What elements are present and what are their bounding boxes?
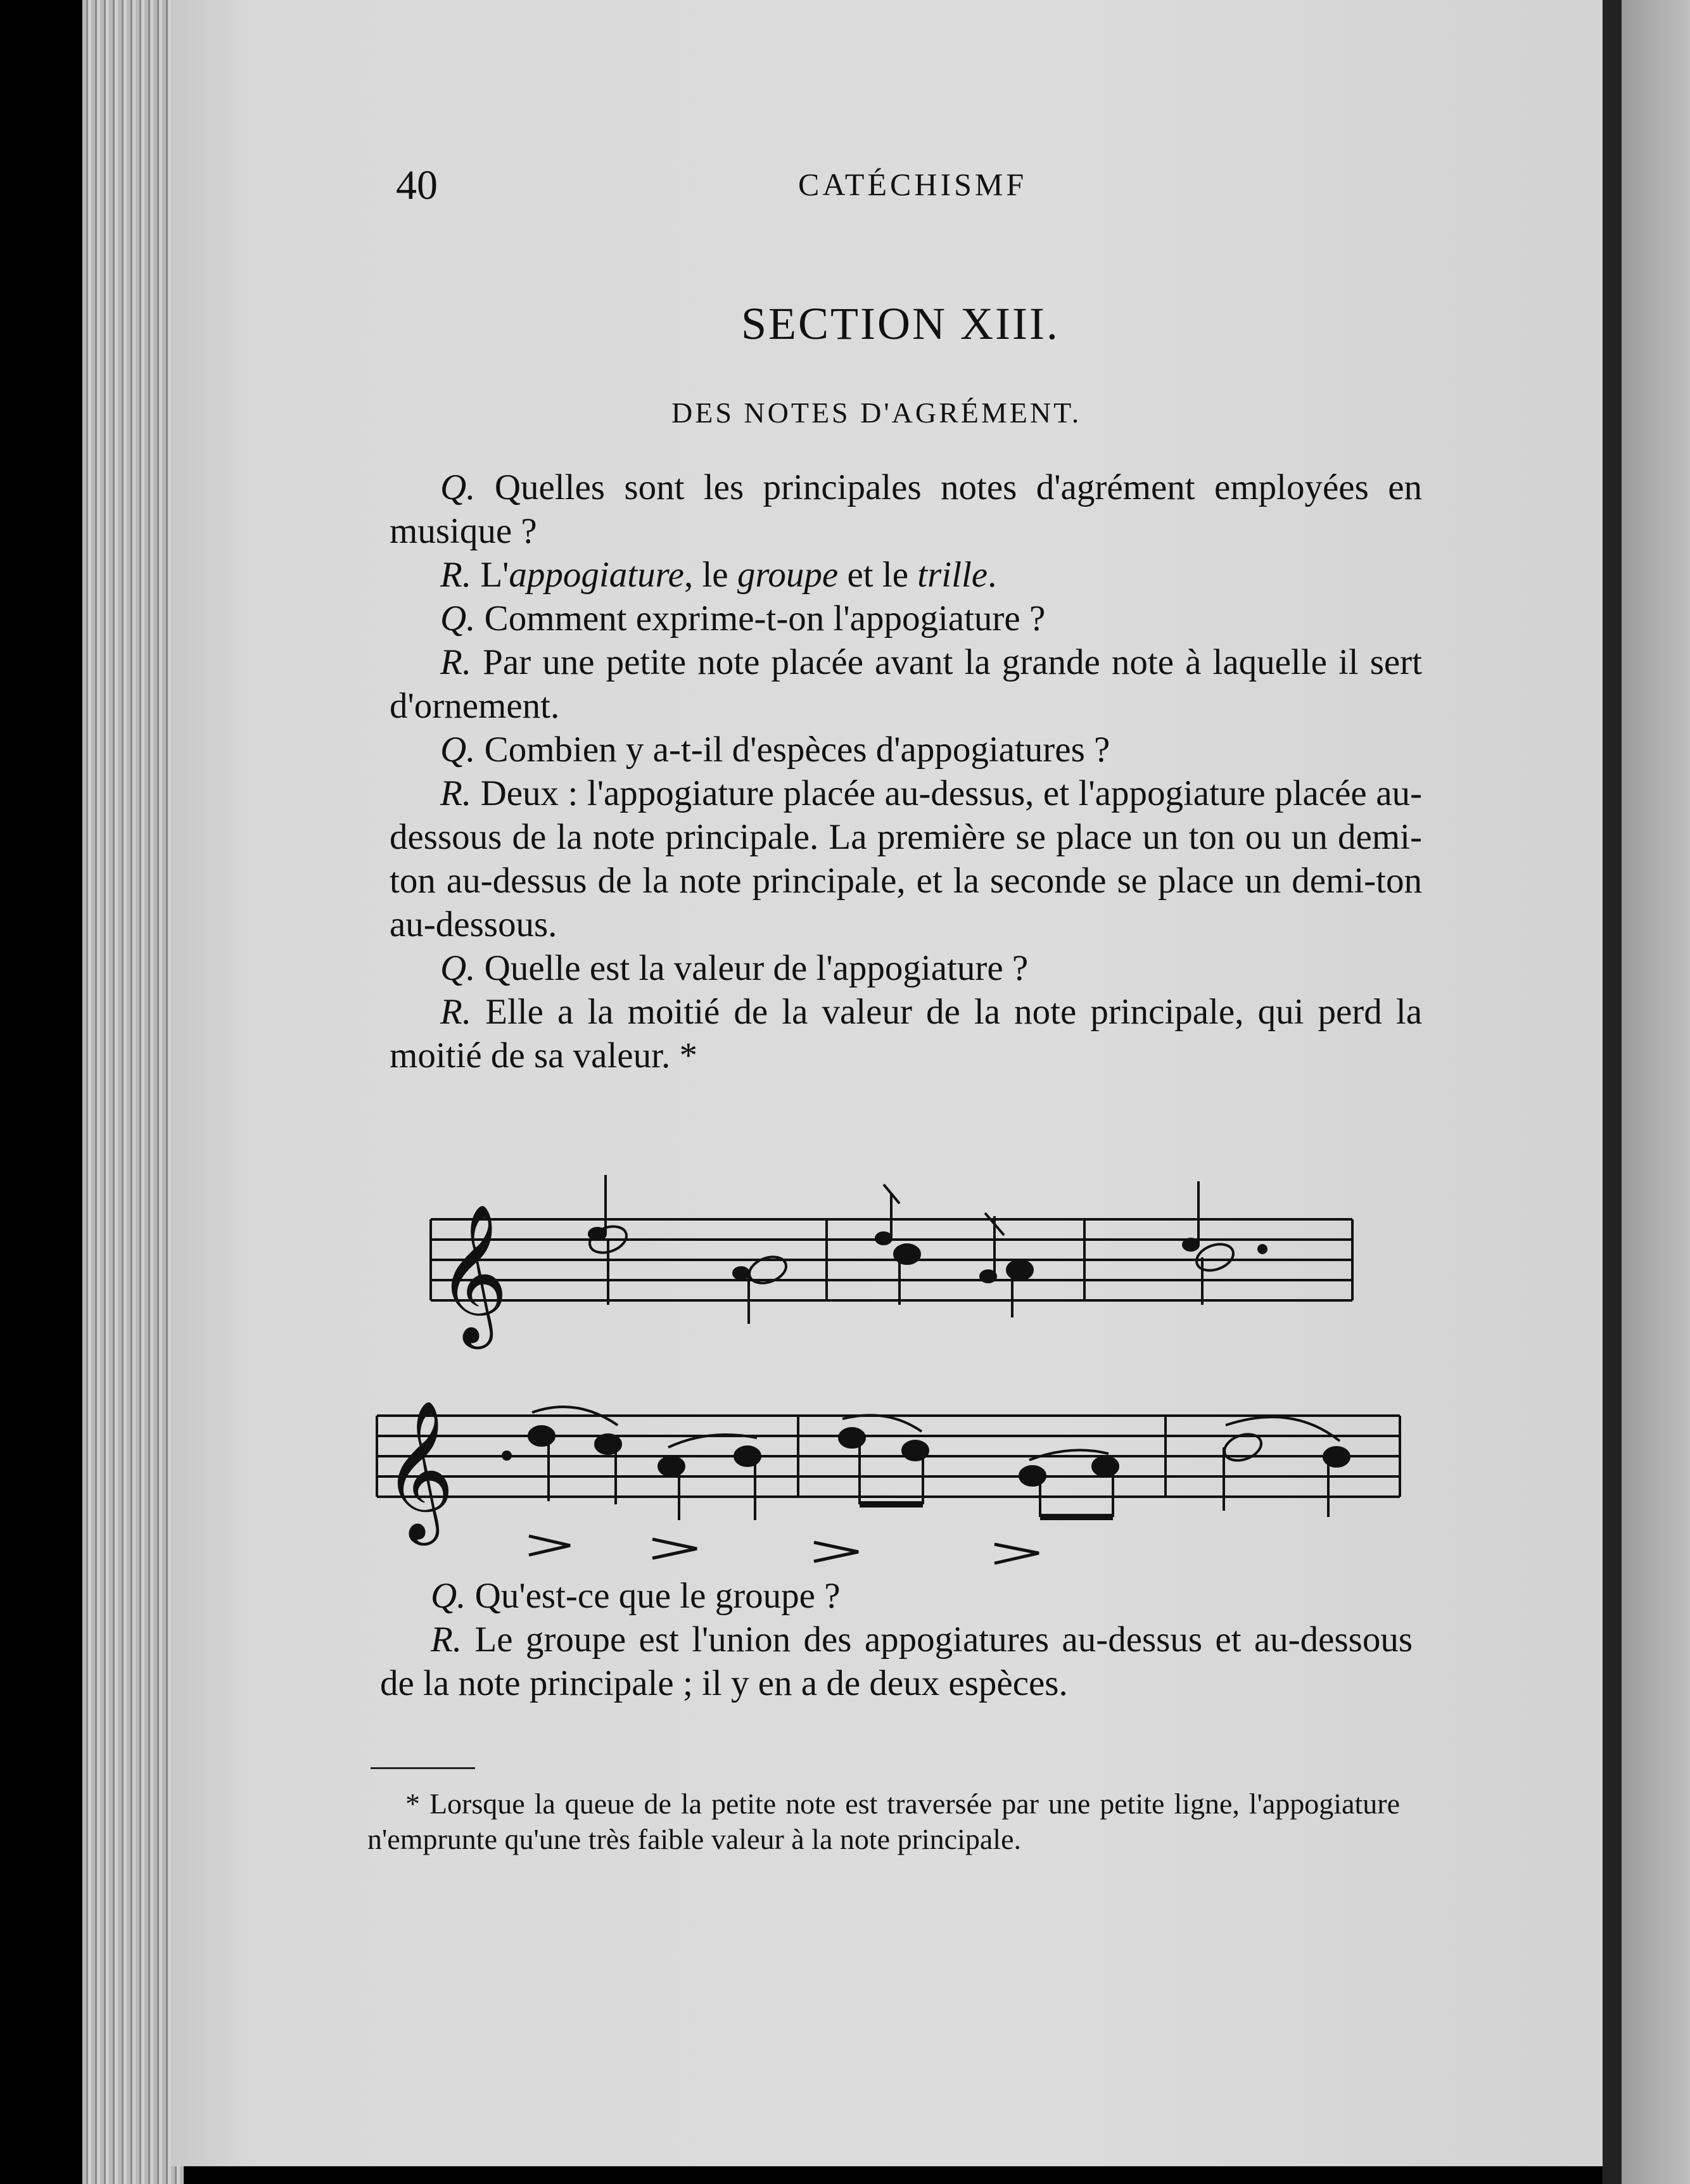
qa-text-part: . [988, 555, 997, 595]
qa-label: Q. [440, 730, 476, 770]
section-subtitle: DES NOTES D'AGRÉMENT. [671, 397, 1082, 429]
staff-lines-2 [377, 1416, 1400, 1497]
qa-paragraph [380, 1574, 1413, 1618]
section-title: SECTION XIII. [741, 298, 1060, 349]
qa-text: Combien y a-t-il d'espèces d'appogiatures ? [484, 730, 1110, 770]
qa-label: R. [431, 1620, 462, 1660]
qa-text: Le groupe est l'union des appogiatures au-dessus et au-dessous de la note principale ; il y en a de deux espèces. [380, 1620, 1413, 1703]
measure-1-notes-ex2 [503, 1407, 760, 1520]
qa-text: Comment exprime-t-on l'appogiature ? [484, 599, 1046, 638]
qa-text: Quelles sont les principales notes d'agrément employées en musique ? [390, 467, 1422, 551]
qa-label: R. [440, 992, 472, 1032]
qa-text: Qu'est-ce que le groupe ? [474, 1576, 841, 1616]
measure-3-notes [1183, 1181, 1266, 1305]
qa-label: Q. [431, 1576, 466, 1616]
qa-label: R. [440, 555, 472, 595]
qa-text-part-emphasis: appogiature [509, 555, 684, 595]
running-head: CATÉCHISMF [798, 167, 1027, 202]
qa-text-part-emphasis: groupe [737, 555, 839, 595]
qa-text: Quelle est la valeur de l'appogiature ? [484, 948, 1029, 988]
qa-label: Q. [440, 467, 476, 507]
qa-text-part-emphasis: trille [917, 555, 988, 595]
qa-text-part: L' [480, 555, 509, 595]
page-number: 40 [396, 162, 438, 208]
qa-paragraph [380, 1618, 1413, 1705]
qa-text-part: , le [683, 555, 737, 595]
qa-block-2 [380, 1574, 1413, 1705]
qa-text-part: et le [838, 555, 918, 595]
qa-text: Par une petite note placée avant la grande note à laquelle il sert d'ornement. [390, 642, 1423, 726]
music-example-1 [431, 1175, 1352, 1349]
qa-label: Q. [440, 948, 476, 988]
qa-text: Deux : l'appogiature placée au-dessus, et l'appogiature placée au-dessous de la note principale. La première se place un ton ou un demi-ton au-dessus de la note principale, et la seconde se place un demi-ton au-dessous. [390, 773, 1422, 944]
qa-text: Elle a la moitié de la valeur de la note principale, qui perd la moitié de sa valeur. * [390, 992, 1423, 1076]
music-example-2 [377, 1399, 1400, 1563]
qa-label: R. [440, 773, 472, 813]
treble-clef-icon: 𝄞 [437, 1203, 509, 1343]
qa-label: R. [440, 642, 472, 682]
accent-marks [529, 1536, 1039, 1563]
footnote [367, 1786, 1400, 1857]
measure-2-notes-ex2 [839, 1415, 1118, 1517]
measure-2-notes [876, 1184, 1032, 1317]
qa-label: Q. [440, 599, 476, 638]
measure-3-notes-ex2 [1221, 1417, 1349, 1517]
treble-clef-icon: 𝄞 [383, 1399, 455, 1539]
footnote-text: * Lorsque la queue de la petite note est traversée par une petite ligne, l'appogiature n'emprunte qu'une très faible valeur à la note principale. [367, 1787, 1400, 1855]
footnote-divider [371, 1767, 475, 1769]
